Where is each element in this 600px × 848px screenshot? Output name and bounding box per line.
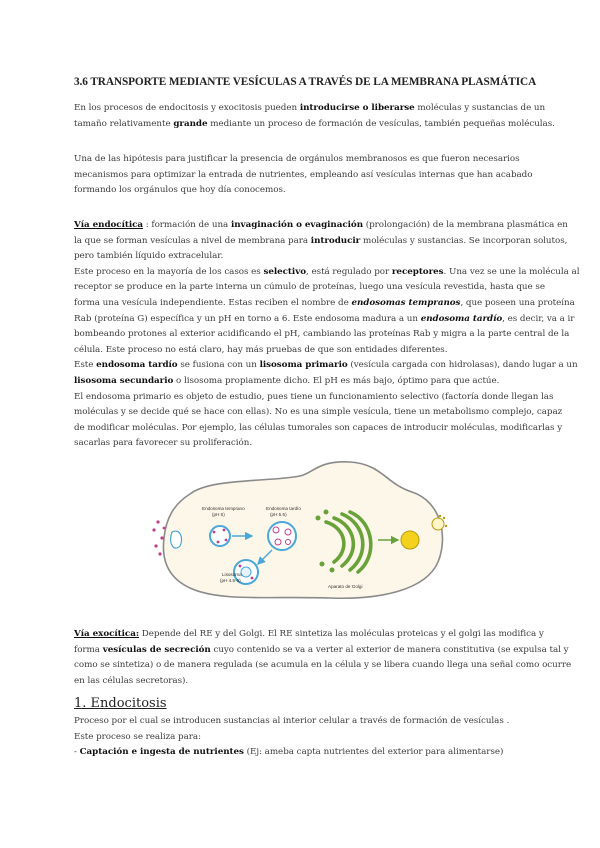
text: , es decir, va a ir <box>502 313 575 324</box>
text-line: Proceso por el cual se introducen sustancias al interior celular a través de formación de vesículas . <box>74 716 510 726</box>
text: moléculas y sustancias de un <box>414 103 546 113</box>
lysosome-label: Lisosoma <box>222 572 242 577</box>
text: , está regulado por <box>306 266 392 277</box>
text-line: de modificar moléculas. Por ejemplo, las células tumorales son capaces de introducir moléculas, modificarlas y <box>74 422 563 433</box>
text: Rab (proteína G) específica y un pH en torno a 6. Este endosoma madura a un <box>74 313 421 324</box>
text-line: mecanismos para optimizar la entrada de nutrientes, empleando así vesículas internas que han acabado <box>74 169 533 180</box>
text: o lisosoma propiamente dicho. El pH es más bajo, óptimo para que actúe. <box>173 375 500 386</box>
lysosome-ph: (pH 4.5-5) <box>220 578 241 583</box>
text: tamaño relativamente <box>74 118 174 129</box>
text-line: Una de las hipótesis para justificar la presencia de orgánulos membranosos es que fueron necesarios <box>74 154 520 164</box>
subheading: Vía exocítica: <box>74 629 139 639</box>
secretory-vesicle <box>401 531 419 549</box>
text-line: El endosoma primario es objeto de estudio, pues tiene un funcionamiento selectivo (factoría donde llegan las <box>74 391 554 402</box>
text-line: pero también líquido extracelular. <box>74 251 224 262</box>
text: Este <box>74 360 97 371</box>
heading-endocitosis: 1. Endocitosis <box>74 696 167 711</box>
text: Depende del RE y del Golgi. El RE sintetiza las moléculas proteicas y el golgi las modifica y <box>139 629 544 639</box>
bold-text: introducirse o liberarse <box>299 103 415 113</box>
intro-paragraph <box>74 101 555 132</box>
text-line: como se sintetiza) o de manera regulada (se acumula en la célula y se libera cuando llega una señal como ocurre <box>74 660 572 671</box>
late-endosome <box>268 522 296 550</box>
text: forma <box>74 644 103 655</box>
bold-text: invaginación o evaginación <box>230 220 364 230</box>
early-endosome-label: Endosoma temprano <box>202 506 245 511</box>
bold-text: lisosoma primario <box>259 360 348 371</box>
subheading: Vía endocítica <box>74 220 144 230</box>
text: (vesícula cargada con hidrolasas), dando lugar a un <box>347 360 578 371</box>
text-line: sacarlas para favorecer su proliferación. <box>74 438 253 449</box>
exocytic-pathway-paragraph <box>74 627 572 689</box>
bold-text: selectivo <box>263 266 307 277</box>
text: : formación de una <box>143 220 231 230</box>
text: (prolongación) de la membrana plasmática en <box>363 220 568 230</box>
text-line: formando los orgánulos que hoy día conocemos. <box>74 185 286 196</box>
text: cuyo contenido se va a verter al exterior de manera constitutiva (se expulsa tal y <box>210 644 569 655</box>
bold-text: vesículas de secreción <box>102 644 211 655</box>
text: En los procesos de endocitosis y exocitosis pueden <box>74 103 300 113</box>
text: moléculas y sustancias. Se incorporan solutos, <box>360 235 568 246</box>
early-endosome <box>210 526 230 546</box>
bold-italic-text: endosoma tardío <box>420 313 503 324</box>
text: - <box>74 747 80 758</box>
text-line: receptor se produce en la parte interna un cúmulo de proteínas, luego una vesícula revestida, hasta que se <box>74 282 545 293</box>
text-line: bombeando protones al exterior acidificando el pH, cambiando las proteínas Rab y migra a la parte central de la <box>74 329 570 340</box>
early-endosome-ph: (pH 6) <box>212 512 225 517</box>
late-endosome-ph: (pH 5.5) <box>270 512 287 517</box>
bold-text: Captación e ingesta de nutrientes <box>79 747 244 758</box>
endocytic-pathway-paragraph <box>74 218 580 452</box>
cell-membrane <box>163 462 442 598</box>
text-line: Este proceso se realiza para: <box>74 731 201 742</box>
endocytosis-paragraph <box>74 714 536 761</box>
text: la que se forman vesículas a nivel de membrana para <box>74 235 311 246</box>
endocytosis-diagram <box>150 458 450 604</box>
hypothesis-paragraph <box>74 152 536 199</box>
text-line: moléculas y se decide qué se hace con ellas). No es una simple vesícula, tiene un metabolismo complejo, capaz <box>74 407 563 418</box>
golgi-label: Aparato de Golgi <box>328 584 363 589</box>
text: , que poseen una proteína <box>460 297 575 308</box>
text-line: en las células secretoras). <box>74 675 189 686</box>
budding-vesicle <box>171 531 182 548</box>
text: . Una vez se une la molécula al <box>443 266 580 277</box>
text: (Ej: ameba capta nutrientes del exterior para alimentarse) <box>243 747 504 758</box>
text: forma una vesícula independiente. Estas reciben el nombre de <box>74 297 352 308</box>
bold-text: grande <box>173 118 208 129</box>
text: se fusiona con un <box>177 360 260 371</box>
bold-text: receptores <box>391 266 444 277</box>
bold-italic-text: endosomas tempranos <box>351 297 461 308</box>
late-endosome-label: Endosoma tardío <box>266 506 301 511</box>
bold-text: introducir <box>310 235 361 246</box>
text: Este proceso en la mayoría de los casos es <box>74 266 264 277</box>
bold-text: lisosoma secundario <box>74 375 174 386</box>
text: mediante un proceso de formación de vesículas, también pequeñas moléculas. <box>207 118 555 129</box>
bold-text: endosoma tardío <box>96 360 178 371</box>
section-title: 3.6 TRANSPORTE MEDIANTE VESÍCULAS A TRAVÉS DE LA MEMBRANA PLASMÁTICA <box>74 76 537 88</box>
text-line: célula. Este proceso no está claro, hay más pruebas de que son entidades diferentes. <box>74 344 448 355</box>
